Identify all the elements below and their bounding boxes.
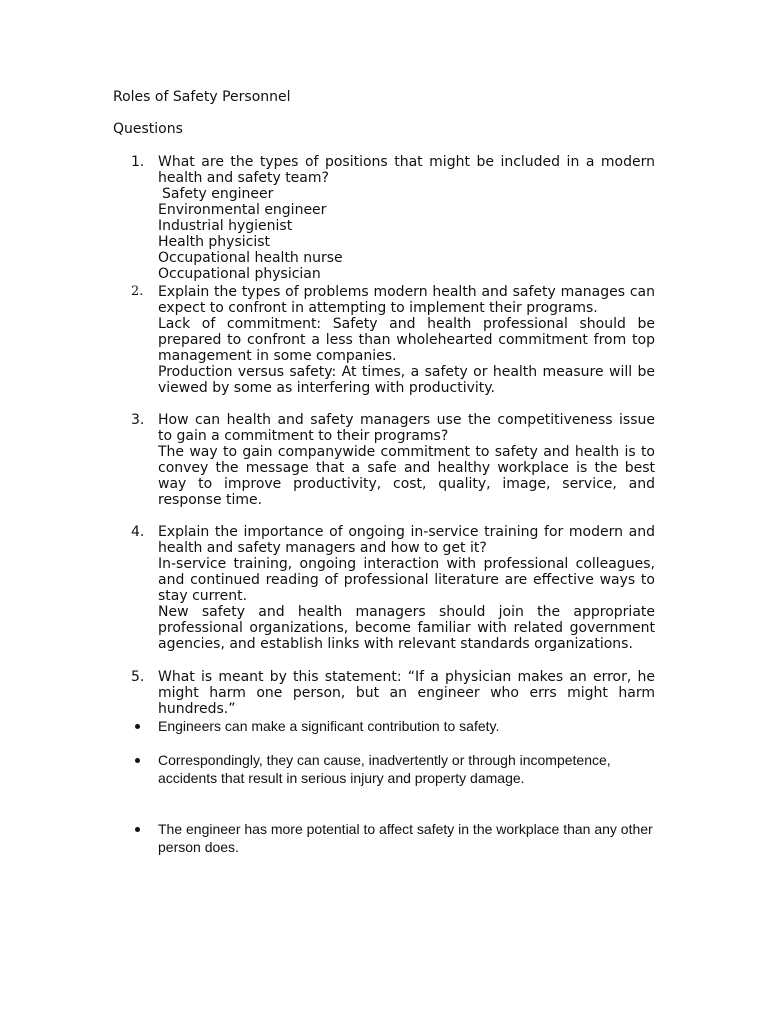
- answer-item: Occupational physician: [158, 266, 321, 282]
- answer-item: Environmental engineer: [158, 202, 327, 218]
- answer-paragraph: The way to gain companywide commitment to safety and health is to convey the message that a safe and healthy workplace is the best way to improve productivity, cost, quality, image, service, and response time.: [158, 444, 655, 508]
- answer-paragraph: New safety and health managers should join the appropriate professional organizations, become familiar with related government agencies, and establish links with relevant standards organizations.: [158, 604, 655, 652]
- bullet-dot-icon: [135, 827, 140, 832]
- bullet-dot-icon: [135, 758, 140, 763]
- questions-heading: Questions: [113, 121, 183, 137]
- answer-paragraph: In-service training, ongoing interaction with professional colleagues, and continued reading of professional literature are effective ways to stay current.: [158, 556, 655, 604]
- answer-item: Occupational health nurse: [158, 250, 343, 266]
- question-2-text: Explain the types of problems modern health and safety manages can expect to confront in attempting to implement their programs.: [158, 284, 655, 316]
- question-3-text: How can health and safety managers use the competitiveness issue to gain a commitment to their programs?: [158, 412, 655, 444]
- answer-item: Safety engineer: [162, 186, 274, 202]
- question-3-number: 3.: [131, 412, 145, 428]
- question-2-number: 2.: [131, 284, 144, 299]
- question-1-number: 1.: [131, 154, 145, 170]
- document-title: Roles of Safety Personnel: [113, 89, 291, 105]
- bullet-text: The engineer has more potential to affect safety in the workplace than any other person does.: [158, 821, 653, 855]
- question-5-text: What is meant by this statement: “If a physician makes an error, he might harm one person, but an engineer who errs might harm hundreds.”: [158, 669, 655, 717]
- question-5-number: 5.: [131, 669, 145, 685]
- question-4-text: Explain the importance of ongoing in-service training for modern and health and safety managers and how to get it?: [158, 524, 655, 556]
- answer-paragraph: Production versus safety: At times, a safety or health measure will be viewed by some as interfering with productivity.: [158, 364, 655, 396]
- bullet-dot-icon: [135, 724, 140, 729]
- bullet-text: Engineers can make a significant contribution to safety.: [158, 718, 500, 734]
- answer-item: Industrial hygienist: [158, 218, 293, 234]
- bullet-text: Correspondingly, they can cause, inadvertently or through incompetence, accidents that result in serious injury and property damage.: [158, 752, 611, 786]
- question-4-number: 4.: [131, 524, 145, 540]
- answer-item: Health physicist: [158, 234, 271, 250]
- answer-paragraph: Lack of commitment: Safety and health professional should be prepared to confront a less than wholehearted commitment from top management in some companies.: [158, 316, 655, 364]
- question-1-text: What are the types of positions that might be included in a modern health and safety team?: [158, 154, 655, 186]
